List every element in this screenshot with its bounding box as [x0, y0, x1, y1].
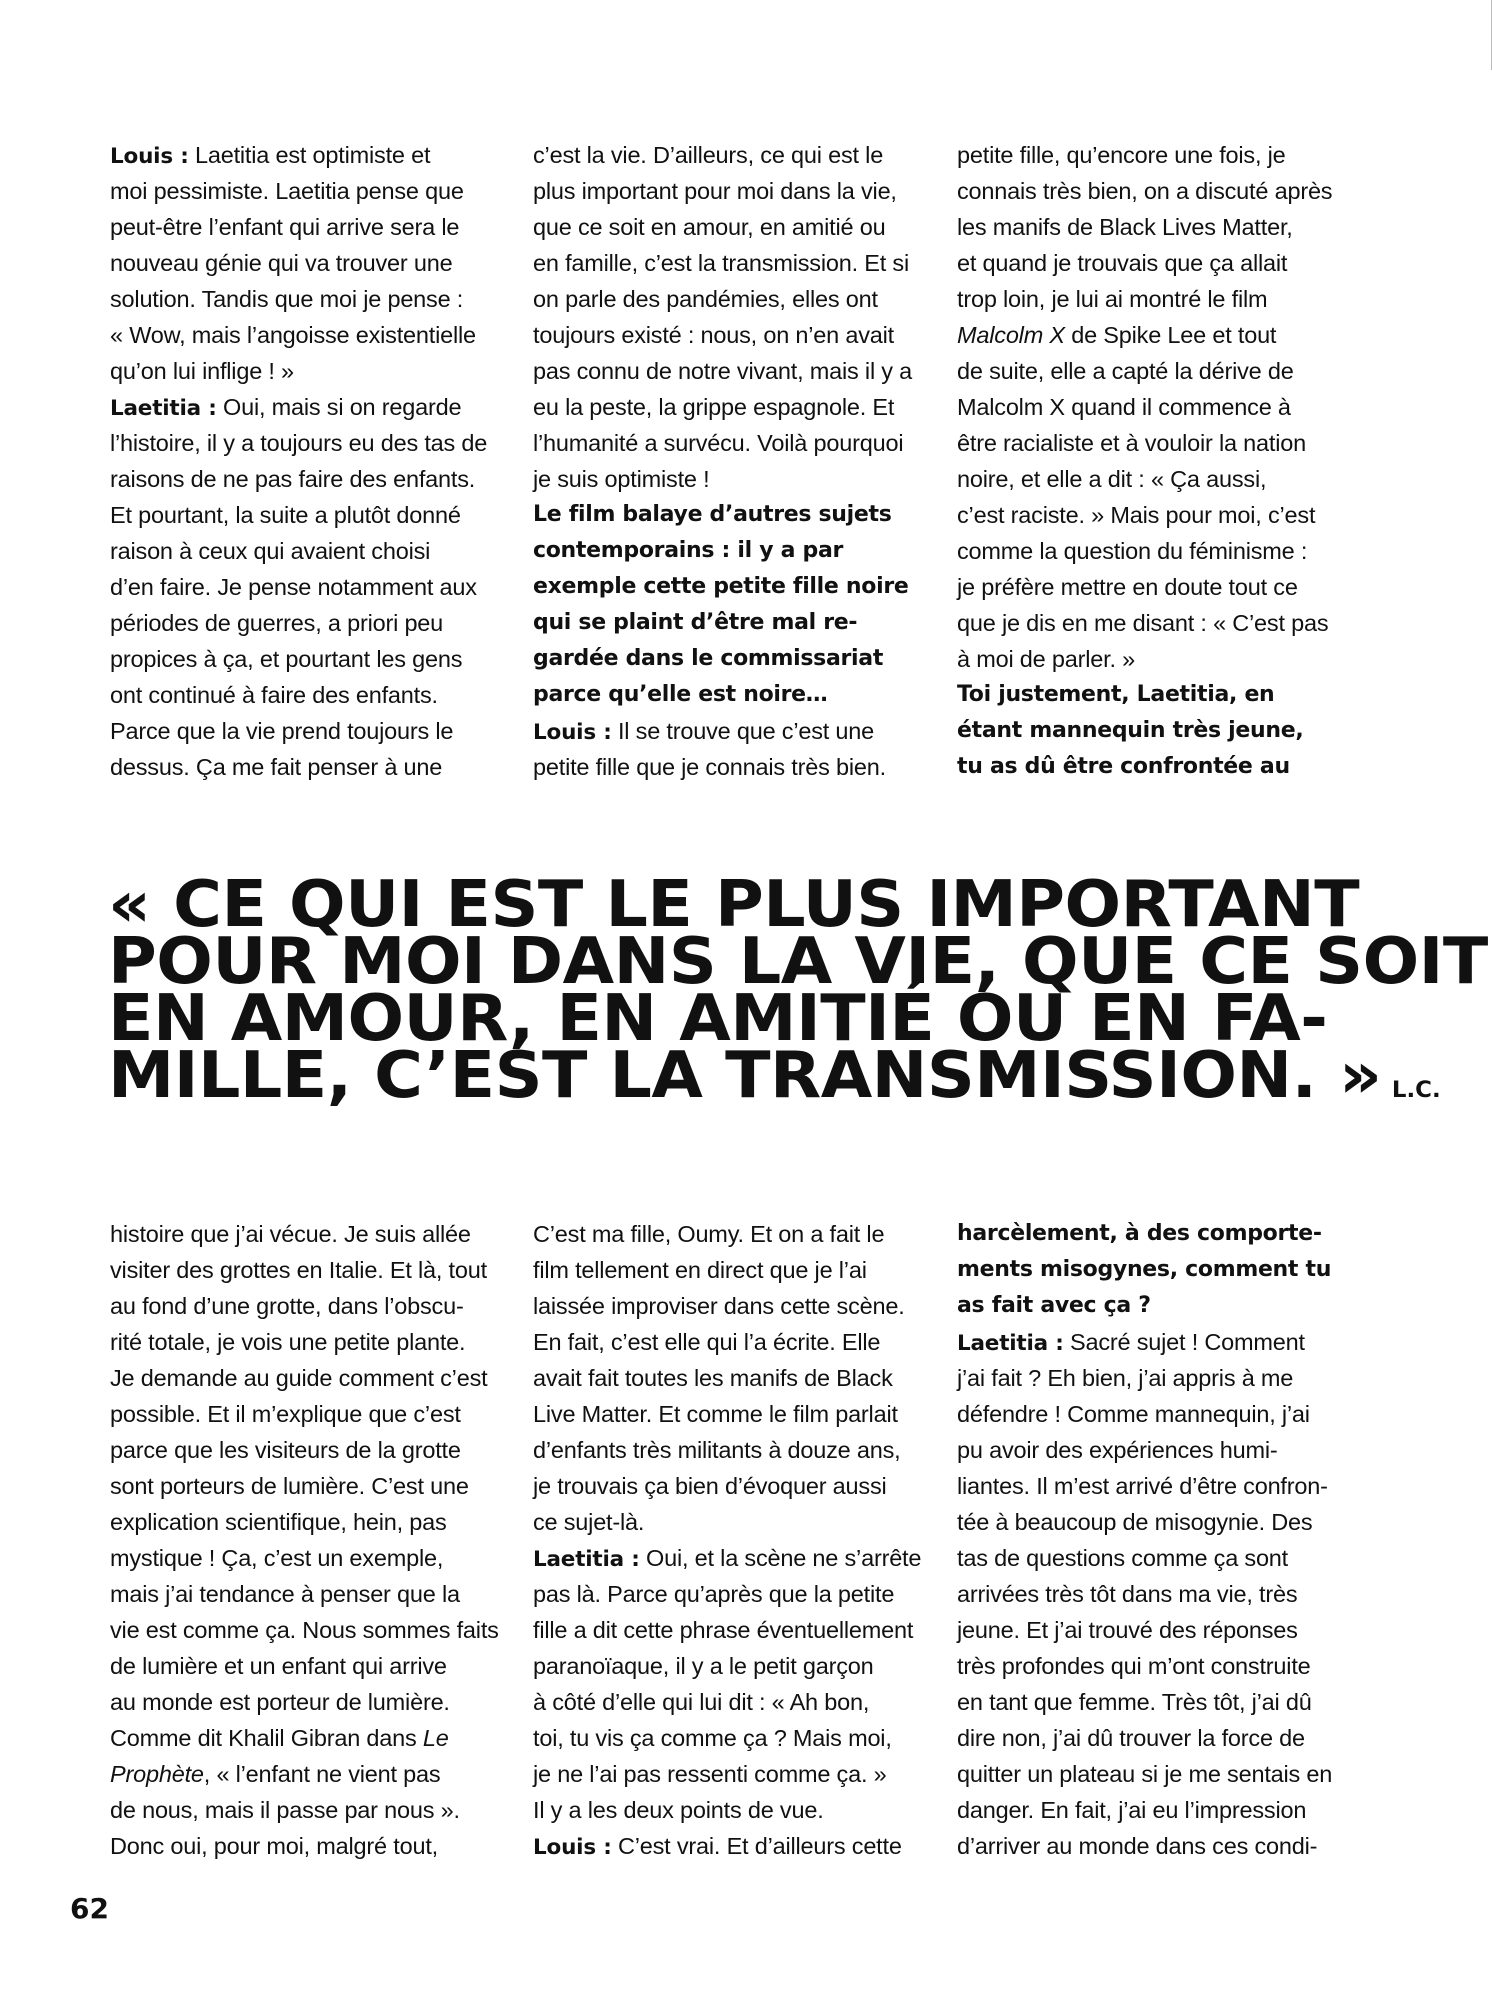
text-line [110, 1216, 510, 1252]
line-text: d’arriver au monde dans ces condi- [957, 1833, 1318, 1859]
line-text: « Wow, mais l’angoisse existentielle [110, 322, 476, 348]
line-text: en tant que femme. Très tôt, j’ai dû [957, 1689, 1312, 1715]
line-text: mais j’ai tendance à penser que la [110, 1581, 460, 1607]
text-line [533, 1756, 933, 1792]
text-line [110, 1504, 510, 1540]
line-text: c’est raciste. » Mais pour moi, c’est [957, 502, 1316, 528]
text-line [957, 281, 1357, 317]
text-line [533, 137, 933, 173]
text-line [110, 245, 510, 281]
text-line [533, 245, 933, 281]
bottom-column-1 [110, 1216, 510, 1864]
question-line: qui se plaint d’être mal re- [533, 610, 858, 635]
text-line [110, 209, 510, 245]
question-line: Toi justement, Laetitia, en [957, 682, 1275, 707]
text-line [533, 1288, 933, 1324]
line-text: noire, et elle a dit : « Ça aussi, [957, 466, 1267, 492]
text-line [110, 461, 510, 497]
text-line [957, 1756, 1357, 1792]
text-line [957, 1720, 1357, 1756]
line-text: très profondes qui m’ont construite [957, 1653, 1311, 1679]
line-text: arrivées très tôt dans ma vie, très [957, 1581, 1298, 1607]
line-text: défendre ! Comme mannequin, j’ai [957, 1401, 1310, 1427]
line-text: être racialiste et à vouloir la nation [957, 430, 1307, 456]
text-line [533, 1360, 933, 1396]
text-line [533, 1576, 933, 1612]
line-text: toi, tu vis ça comme ça ? Mais moi, [533, 1725, 892, 1751]
speaker-name: Louis : [533, 1835, 612, 1860]
speaker-name: Laetitia : [110, 396, 217, 421]
line-text: histoire que j’ai vécue. Je suis allée [110, 1221, 471, 1247]
line-text: en famille, c’est la transmission. Et si [533, 250, 909, 276]
line-text: mystique ! Ça, c’est un exemple, [110, 1545, 444, 1571]
line-text: l’humanité a survécu. Voilà pourquoi [533, 430, 904, 456]
line-text: Sacré sujet ! Comment [1063, 1329, 1305, 1355]
question-line: ments misogynes, comment tu [957, 1257, 1332, 1282]
line-text: moi pessimiste. Laetitia pense que [110, 178, 464, 204]
text-line [110, 281, 510, 317]
line-text: je ne l’ai pas ressenti comme ça. » [533, 1761, 887, 1787]
line-text: petite fille que je connais très bien. [533, 754, 886, 780]
text-line [957, 137, 1357, 173]
text-line [957, 245, 1357, 281]
text-line [533, 1720, 933, 1756]
text-line [533, 1648, 933, 1684]
line-text: Oui, mais si on regarde [216, 394, 462, 420]
title-italic: Le [422, 1725, 449, 1751]
question-line: étant mannequin très jeune, [957, 718, 1304, 743]
text-line [533, 1396, 933, 1432]
text-line [533, 461, 933, 497]
text-line [533, 281, 933, 317]
pull-quote-line [108, 1039, 1450, 1119]
text-line [957, 1684, 1357, 1720]
line-text: Il y a les deux points de vue. [533, 1797, 824, 1823]
text-line [957, 1396, 1357, 1432]
text-line [533, 749, 933, 785]
text-line [110, 173, 510, 209]
text-line [957, 1360, 1357, 1396]
line-text: je préfère mettre en doute tout ce [957, 574, 1298, 600]
text-line [957, 605, 1357, 641]
question-line: parce qu’elle est noire… [533, 682, 828, 707]
text-line [533, 209, 933, 245]
line-text: à moi de parler. » [957, 646, 1135, 672]
text-line [110, 317, 510, 353]
line-text: Comme dit Khalil Gibran dans [110, 1725, 423, 1751]
line-text: fille a dit cette phrase éventuellement [533, 1617, 914, 1643]
line-text: vie est comme ça. Nous sommes faits [110, 1617, 499, 1643]
text-line [533, 425, 933, 461]
line-text: raisons de ne pas faire des enfants. [110, 466, 476, 492]
text-line [110, 497, 510, 533]
line-text: l’histoire, il y a toujours eu des tas de [110, 430, 488, 456]
line-text: dire non, j’ai dû trouver la force de [957, 1725, 1305, 1751]
title-italic: Prophète [110, 1761, 204, 1787]
text-line [533, 1504, 933, 1540]
line-text: paranoïaque, il y a le petit garçon [533, 1653, 874, 1679]
pull-quote-line: EN AMOUR, EN AMITIÉ OU EN FA- [108, 982, 1328, 1056]
text-line [533, 1432, 933, 1468]
text-line [110, 533, 510, 569]
top-column-3 [957, 137, 1357, 785]
text-line [957, 641, 1357, 677]
line-text: possible. Et il m’explique que c’est [110, 1401, 461, 1427]
line-text: au fond d’une grotte, dans l’obscu- [110, 1293, 464, 1319]
line-text: dessus. Ça me fait penser à une [110, 754, 443, 780]
question-line: contemporains : il y a par [533, 538, 844, 563]
text-line [110, 677, 510, 713]
text-line [957, 173, 1357, 209]
text-line [957, 317, 1357, 353]
line-text: C’est vrai. Et d’ailleurs cette [611, 1833, 902, 1859]
line-text: que ce soit en amour, en amitié ou [533, 214, 886, 240]
line-text: que je dis en me disant : « C’est pas [957, 610, 1329, 636]
text-line [533, 1468, 933, 1504]
text-line [957, 1504, 1357, 1540]
line-text: j’ai fait ? Eh bien, j’ai appris à me [957, 1365, 1294, 1391]
line-text: parce que les visiteurs de la grotte [110, 1437, 461, 1463]
pull-quote [108, 868, 1488, 1119]
pull-quote-text: MILLE, C’EST LA TRANSMISSION. » [108, 1039, 1382, 1113]
line-text: quitter un plateau si je me sentais en [957, 1761, 1333, 1787]
text-line [110, 1324, 510, 1360]
top-column-2 [533, 137, 933, 785]
text-line [957, 425, 1357, 461]
page-number: 62 [70, 1892, 109, 1925]
speaker-name: Louis : [533, 720, 612, 745]
question-line: tu as dû être confrontée au [957, 754, 1290, 779]
line-text: périodes de guerres, a priori peu [110, 610, 444, 636]
text-line [533, 389, 933, 425]
text-line [533, 1540, 933, 1576]
pull-quote-line: POUR MOI DANS LA VIE, QUE CE SOIT [108, 925, 1488, 999]
line-text: Malcolm X quand il commence à [957, 394, 1291, 420]
text-line [533, 713, 933, 749]
line-text: Oui, et la scène ne s’arrête [639, 1545, 922, 1571]
text-line [110, 1288, 510, 1324]
text-line [957, 1828, 1357, 1864]
line-text: petite fille, qu’encore une fois, je [957, 142, 1286, 168]
text-line [110, 749, 510, 785]
line-text: qu’on lui inflige ! » [110, 358, 294, 384]
text-line [957, 569, 1357, 605]
line-text: Laetitia est optimiste et [188, 142, 431, 168]
text-line [110, 1828, 510, 1864]
line-text: explication scientifique, hein, pas [110, 1509, 447, 1535]
line-text: pas connu de notre vivant, mais il y a [533, 358, 913, 384]
text-line [110, 353, 510, 389]
line-text: d’enfants très militants à douze ans, [533, 1437, 901, 1463]
text-line [957, 389, 1357, 425]
text-line [957, 353, 1357, 389]
line-text: plus important pour moi dans la vie, [533, 178, 897, 204]
line-text: rité totale, je vois une petite plante. [110, 1329, 466, 1355]
text-line [110, 1756, 510, 1792]
line-text: de lumière et un enfant qui arrive [110, 1653, 447, 1679]
line-text: eu la peste, la grippe espagnole. Et [533, 394, 895, 420]
text-line [533, 1216, 933, 1252]
text-line [110, 1792, 510, 1828]
line-text: et quand je trouvais que ça allait [957, 250, 1288, 276]
speaker-name: Laetitia : [957, 1331, 1064, 1356]
line-text: nouveau génie qui va trouver une [110, 250, 453, 276]
text-line [533, 1612, 933, 1648]
line-text: avait fait toutes les manifs de Black [533, 1365, 893, 1391]
line-text: à côté d’elle qui lui dit : « Ah bon, [533, 1689, 870, 1715]
line-text: propices à ça, et pourtant les gens [110, 646, 463, 672]
text-line [533, 1252, 933, 1288]
line-text: liantes. Il m’est arrivé d’être confron- [957, 1473, 1328, 1499]
text-line [957, 1324, 1357, 1360]
bottom-column-2 [533, 1216, 933, 1864]
text-line [957, 1468, 1357, 1504]
bottom-column-3 [957, 1216, 1357, 1864]
line-text: laissée improviser dans cette scène. [533, 1293, 905, 1319]
question-line: Le film balaye d’autres sujets [533, 502, 892, 527]
line-text: tas de questions comme ça sont [957, 1545, 1289, 1571]
line-text: on parle des pandémies, elles ont [533, 286, 878, 312]
line-text: jeune. Et j’ai trouvé des réponses [957, 1617, 1298, 1643]
text-line [957, 461, 1357, 497]
question-line: exemple cette petite fille noire [533, 574, 909, 599]
text-line [110, 713, 510, 749]
text-line [110, 1540, 510, 1576]
text-line [110, 137, 510, 173]
text-line [110, 1432, 510, 1468]
line-text: Parce que la vie prend toujours le [110, 718, 454, 744]
line-text: peut-être l’enfant qui arrive sera le [110, 214, 460, 240]
question-line: harcèlement, à des comporte- [957, 1221, 1322, 1246]
line-text: En fait, c’est elle qui l’a écrite. Elle [533, 1329, 881, 1355]
text-line [533, 1684, 933, 1720]
text-line [110, 1468, 510, 1504]
line-text: C’est ma fille, Oumy. Et on a fait le [533, 1221, 885, 1247]
line-text: Donc oui, pour moi, malgré tout, [110, 1833, 438, 1859]
line-text: pas là. Parce qu’après que la petite [533, 1581, 895, 1607]
top-column-1 [110, 137, 510, 785]
title-italic: Malcolm X [957, 322, 1065, 348]
line-text: raison à ceux qui avaient choisi [110, 538, 431, 564]
line-text: , « l’enfant ne vient pas [203, 1761, 441, 1787]
text-line [533, 353, 933, 389]
text-line [533, 173, 933, 209]
line-text: c’est la vie. D’ailleurs, ce qui est le [533, 142, 884, 168]
text-line [110, 1396, 510, 1432]
line-text: je trouvais ça bien d’évoquer aussi [533, 1473, 887, 1499]
line-text: ont continué à faire des enfants. [110, 682, 438, 708]
line-text: solution. Tandis que moi je pense : [110, 286, 464, 312]
text-line [110, 1612, 510, 1648]
line-text: connais très bien, on a discuté après [957, 178, 1333, 204]
line-text: trop loin, je lui ai montré le film [957, 286, 1268, 312]
line-text: Live Matter. Et comme le film parlait [533, 1401, 898, 1427]
speaker-name: Laetitia : [533, 1547, 640, 1572]
line-text: tée à beaucoup de misogynie. Des [957, 1509, 1313, 1535]
text-line [110, 1648, 510, 1684]
text-line [957, 1540, 1357, 1576]
line-text: toujours existé : nous, on n’en avait [533, 322, 894, 348]
text-line [533, 1828, 933, 1864]
text-line [110, 641, 510, 677]
line-text: film tellement en direct que je l’ai [533, 1257, 867, 1283]
text-line [957, 1648, 1357, 1684]
text-line [110, 389, 510, 425]
text-line [533, 1324, 933, 1360]
line-text: de suite, elle a capté la dérive de [957, 358, 1294, 384]
text-line [110, 605, 510, 641]
question-line: as fait avec ça ? [957, 1293, 1151, 1318]
text-line [533, 1792, 933, 1828]
text-line [957, 1576, 1357, 1612]
text-line [533, 317, 933, 353]
line-text: sont porteurs de lumière. C’est une [110, 1473, 469, 1499]
pull-quote-line: « CE QUI EST LE PLUS IMPORTANT [108, 868, 1360, 942]
line-text: comme la question du féminisme : [957, 538, 1308, 564]
line-text: les manifs de Black Lives Matter, [957, 214, 1293, 240]
text-line [957, 209, 1357, 245]
line-text: Il se trouve que c’est une [611, 718, 875, 744]
text-line [110, 1684, 510, 1720]
line-text: visiter des grottes en Italie. Et là, tout [110, 1257, 487, 1283]
text-line [110, 1252, 510, 1288]
text-line [110, 1720, 510, 1756]
question-line: gardée dans le commissariat [533, 646, 884, 671]
line-text: d’en faire. Je pense notamment aux [110, 574, 477, 600]
text-line [957, 1432, 1357, 1468]
line-text: je suis optimiste ! [533, 466, 710, 492]
line-text: pu avoir des expériences humi- [957, 1437, 1278, 1463]
text-line [957, 533, 1357, 569]
pull-quote-signature: L.C. [1391, 1078, 1441, 1103]
text-line [957, 1612, 1357, 1648]
line-text: de nous, mais il passe par nous ». [110, 1797, 460, 1823]
text-line [110, 1360, 510, 1396]
line-text: Je demande au guide comment c’est [110, 1365, 488, 1391]
line-text: de Spike Lee et tout [1064, 322, 1277, 348]
text-line [110, 569, 510, 605]
text-line [957, 497, 1357, 533]
text-line [110, 1576, 510, 1612]
speaker-name: Louis : [110, 144, 189, 169]
text-line [957, 1792, 1357, 1828]
line-text: danger. En fait, j’ai eu l’impression [957, 1797, 1307, 1823]
line-text: ce sujet-là. [533, 1509, 645, 1535]
text-line [110, 425, 510, 461]
line-text: au monde est porteur de lumière. [110, 1689, 450, 1715]
line-text: Et pourtant, la suite a plutôt donné [110, 502, 461, 528]
